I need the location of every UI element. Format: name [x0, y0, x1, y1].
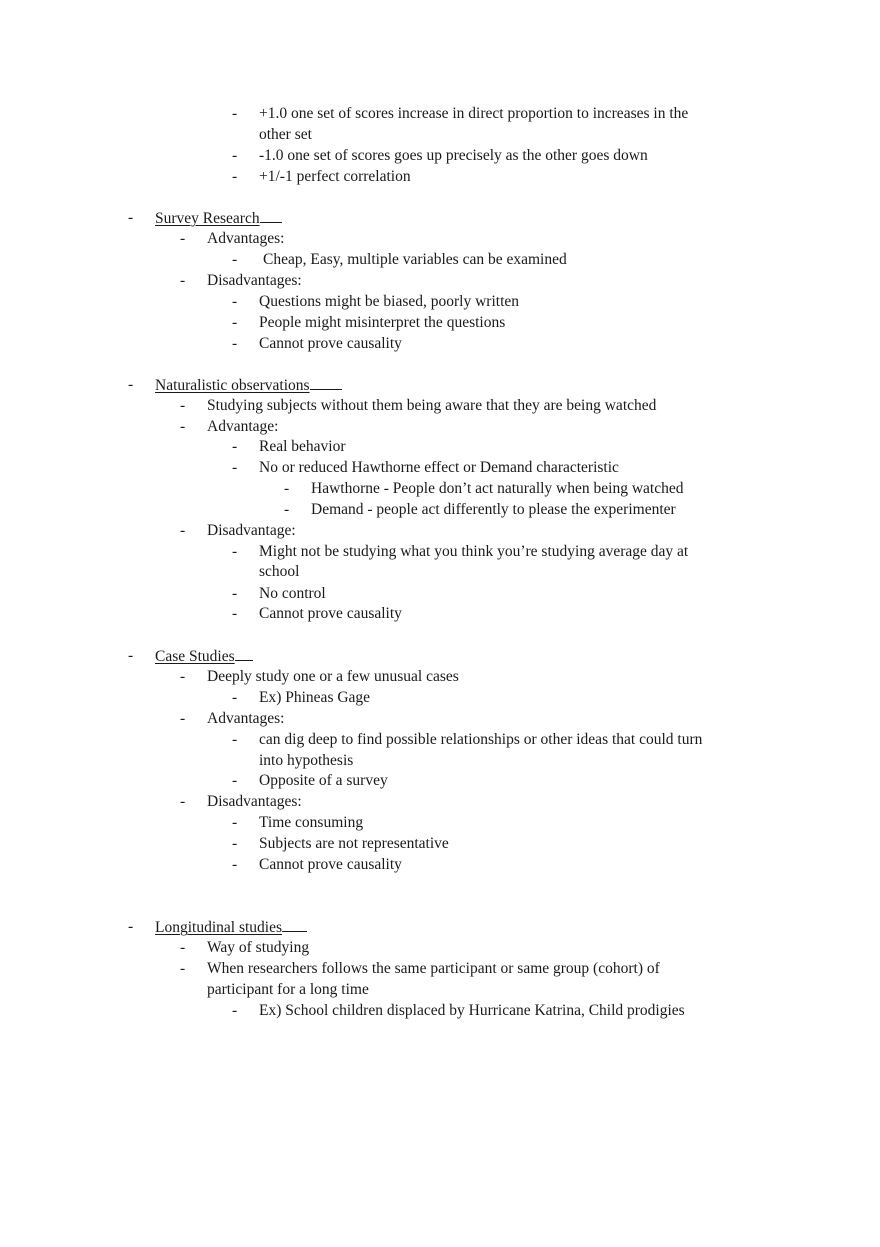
case-disadvantage-1: Time consuming	[259, 814, 364, 831]
bullet-dash: -	[232, 605, 238, 622]
survey-disadvantage-2: People might misinterpret the questions	[259, 314, 506, 331]
case-advantage-2: Opposite of a survey	[259, 772, 388, 789]
heading-case-studies: Case Studies	[155, 648, 235, 665]
underline-trail	[260, 208, 282, 223]
bullet-dash: -	[232, 293, 238, 310]
underline-trail	[310, 375, 342, 390]
bullet-dash: -	[180, 710, 186, 727]
underline-trail	[282, 917, 307, 932]
bullet-dash: -	[128, 918, 134, 935]
correlation-positive: +1.0 one set of scores increase in direct proportion to increases in the	[259, 105, 689, 122]
label-disadvantage: Disadvantage:	[207, 522, 296, 539]
bullet-dash: -	[232, 168, 238, 185]
line-continuation: into hypothesis	[259, 752, 354, 769]
heading-longitudinal-studies: Longitudinal studies	[155, 919, 283, 936]
bullet-dash: -	[232, 856, 238, 873]
label-disadvantages: Disadvantages:	[207, 793, 302, 810]
demand-definition: Demand - people act differently to please the experimenter	[311, 501, 676, 518]
case-disadvantage-3: Cannot prove causality	[259, 856, 402, 873]
bullet-dash: -	[180, 230, 186, 247]
hawthorne-definition: Hawthorne - People don’t act naturally when being watched	[311, 480, 684, 497]
naturalistic-advantage-2: No or reduced Hawthorne effect or Demand characteristic	[259, 459, 619, 476]
line-continuation: other set	[259, 126, 312, 143]
naturalistic-disadvantage-2: No control	[259, 585, 326, 602]
case-advantage-1: can dig deep to find possible relationships or other ideas that could turn	[259, 731, 703, 748]
bullet-dash: -	[180, 418, 186, 435]
bullet-dash: -	[284, 480, 290, 497]
survey-advantage-1: Cheap, Easy, multiple variables can be examined	[263, 251, 567, 268]
bullet-dash: -	[232, 814, 238, 831]
bullet-dash: -	[180, 960, 186, 977]
bullet-dash: -	[232, 585, 238, 602]
label-advantage: Advantage:	[207, 418, 279, 435]
bullet-dash: -	[232, 105, 238, 122]
line-continuation: participant for a long time	[207, 981, 369, 998]
heading-survey-research: Survey Research	[155, 210, 260, 227]
bullet-dash: -	[232, 251, 238, 268]
longitudinal-point-1: Way of studying	[207, 939, 310, 956]
bullet-dash: -	[180, 793, 186, 810]
label-disadvantages: Disadvantages:	[207, 272, 302, 289]
bullet-dash: -	[180, 272, 186, 289]
bullet-dash: -	[180, 522, 186, 539]
case-disadvantage-2: Subjects are not representative	[259, 835, 449, 852]
line-continuation: school	[259, 563, 300, 580]
label-advantages: Advantages:	[207, 710, 285, 727]
bullet-dash: -	[180, 939, 186, 956]
naturalistic-advantage-1: Real behavior	[259, 438, 346, 455]
bullet-dash: -	[232, 689, 238, 706]
case-definition: Deeply study one or a few unusual cases	[207, 668, 459, 685]
correlation-perfect: +1/-1 perfect correlation	[259, 168, 411, 185]
survey-disadvantage-3: Cannot prove causality	[259, 335, 402, 352]
label-advantages: Advantages:	[207, 230, 285, 247]
longitudinal-point-2: When researchers follows the same participant or same group (cohort) of	[207, 960, 660, 977]
bullet-dash: -	[232, 731, 238, 748]
bullet-dash: -	[232, 835, 238, 852]
heading-naturalistic-observations: Naturalistic observations	[155, 377, 310, 394]
correlation-negative: -1.0 one set of scores goes up precisely as the other goes down	[259, 147, 648, 164]
bullet-dash: -	[128, 376, 134, 393]
bullet-dash: -	[180, 668, 186, 685]
bullet-dash: -	[232, 1002, 238, 1019]
bullet-dash: -	[232, 543, 238, 560]
bullet-dash: -	[180, 397, 186, 414]
naturalistic-disadvantage-3: Cannot prove causality	[259, 605, 402, 622]
bullet-dash: -	[232, 772, 238, 789]
bullet-dash: -	[232, 335, 238, 352]
case-example: Ex) Phineas Gage	[259, 689, 371, 706]
bullet-dash: -	[232, 459, 238, 476]
bullet-dash: -	[128, 647, 134, 664]
bullet-dash: -	[232, 438, 238, 455]
bullet-dash: -	[232, 147, 238, 164]
longitudinal-example: Ex) School children displaced by Hurricane Katrina, Child prodigies	[259, 1002, 685, 1019]
survey-disadvantage-1: Questions might be biased, poorly written	[259, 293, 520, 310]
bullet-dash: -	[232, 314, 238, 331]
bullet-dash: -	[284, 501, 290, 518]
bullet-dash: -	[128, 209, 134, 226]
underline-trail	[235, 646, 253, 661]
naturalistic-disadvantage-1: Might not be studying what you think you’re studying average day at	[259, 543, 689, 560]
naturalistic-definition: Studying subjects without them being aware that they are being watched	[207, 397, 657, 414]
